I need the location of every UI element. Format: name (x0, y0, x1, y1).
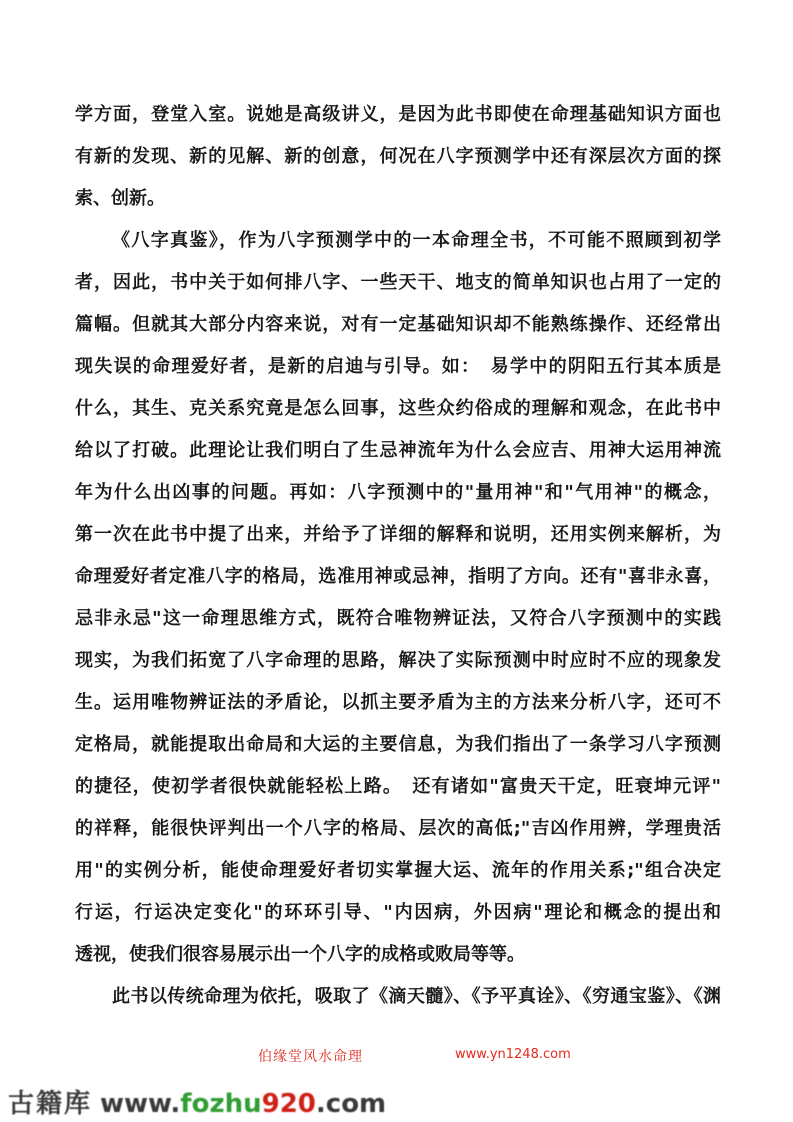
text-line: 透视，使我们很容易展示出一个八字的成格或败局等等。 (75, 944, 525, 965)
text-line: 行运，行运决定变化"的环环引导、"内因病，外因病"理论和概念的提出和 (75, 902, 721, 923)
text-line: 现实，为我们拓宽了八字命理的思路，解决了实际预测中时应时不应的现象发 (75, 650, 721, 671)
text-line: 给以了打破。此理论让我们明白了生忌神流年为什么会应吉、用神大运用神流 (75, 440, 721, 461)
body-text (75, 94, 721, 1018)
text-line: 生。运用唯物辨证法的矛盾论，以抓主要矛盾为主的方法来分析八字，还可不 (75, 692, 721, 713)
text-line: 者，因此，书中关于如何排八字、一些天干、地支的简单知识也占用了一定的 (75, 272, 721, 293)
watermark-site-name: 古籍库 (8, 1089, 93, 1119)
text-line: 《八字真鉴》，作为八字预测学中的一本命理全书，不可能不照顾到初学 (112, 230, 721, 251)
text-line: 篇幅。但就其大部分内容来说，对有一定基础知识却不能熟练操作、还经常出 (75, 314, 721, 335)
text-line: 索、创新。 (75, 188, 165, 209)
text-line: 命理爱好者定准八字的格局，选准用神或忌神，指明了方向。还有"喜非永喜， (75, 566, 721, 587)
text-line: 定格局，就能提取出命局和大运的主要信息，为我们指出了一条学习八字预测 (75, 734, 721, 755)
watermark-url-red: 920 (261, 1089, 316, 1119)
text-line: 第一次在此书中提了出来，并给予了详细的解释和说明，还用实例来解析，为 (75, 524, 721, 545)
text-line: 用"的实例分析，能使命理爱好者切实掌握大运、流年的作用关系;"组合决定 (75, 860, 721, 881)
text-line: 忌非永忌"这一命理思维方式，既符合唯物辨证法，又符合八字预测中的实践 (75, 608, 721, 629)
text-line: 什么，其生、克关系究竟是怎么回事，这些众约俗成的理解和观念，在此书中 (75, 398, 721, 419)
site-watermark (8, 1083, 386, 1120)
text-line: 学方面，登堂入室。说她是高级讲义，是因为此书即使在命理基础知识方面也 (75, 104, 721, 125)
text-line: 年为什么出凶事的问题。再如：八字预测中的"量用神"和"气用神"的概念， (75, 482, 721, 503)
text-line: 有新的发现、新的见解、新的创意，何况在八字预测学中还有深层次方面的探 (75, 146, 721, 167)
watermark-url-green: fozhu (180, 1089, 262, 1119)
footer-url-text: www.yn1248.com (455, 1047, 571, 1062)
watermark-url-www: www. (100, 1089, 181, 1119)
text-line: 的捷径，使初学者很快就能轻松上路。 还有诸如"富贵天干定，旺衰坤元评" (75, 776, 721, 797)
text-line: 现失误的命理爱好者，是新的启迪与引导。如： 易学中的阴阳五行其本质是 (75, 356, 721, 377)
text-line: 此书以传统命理为依托，吸取了《滴天髓》、《予平真诠》、《穷通宝鉴》、《渊 (112, 986, 721, 1007)
footer-brand-text: 伯缘堂风水命理 (258, 1049, 363, 1065)
text-line: 的祥释，能很快评判出一个八字的格局、层次的高低;"吉凶作用辨，学理贵活 (75, 818, 721, 839)
watermark-url-tld: .com (315, 1089, 387, 1119)
